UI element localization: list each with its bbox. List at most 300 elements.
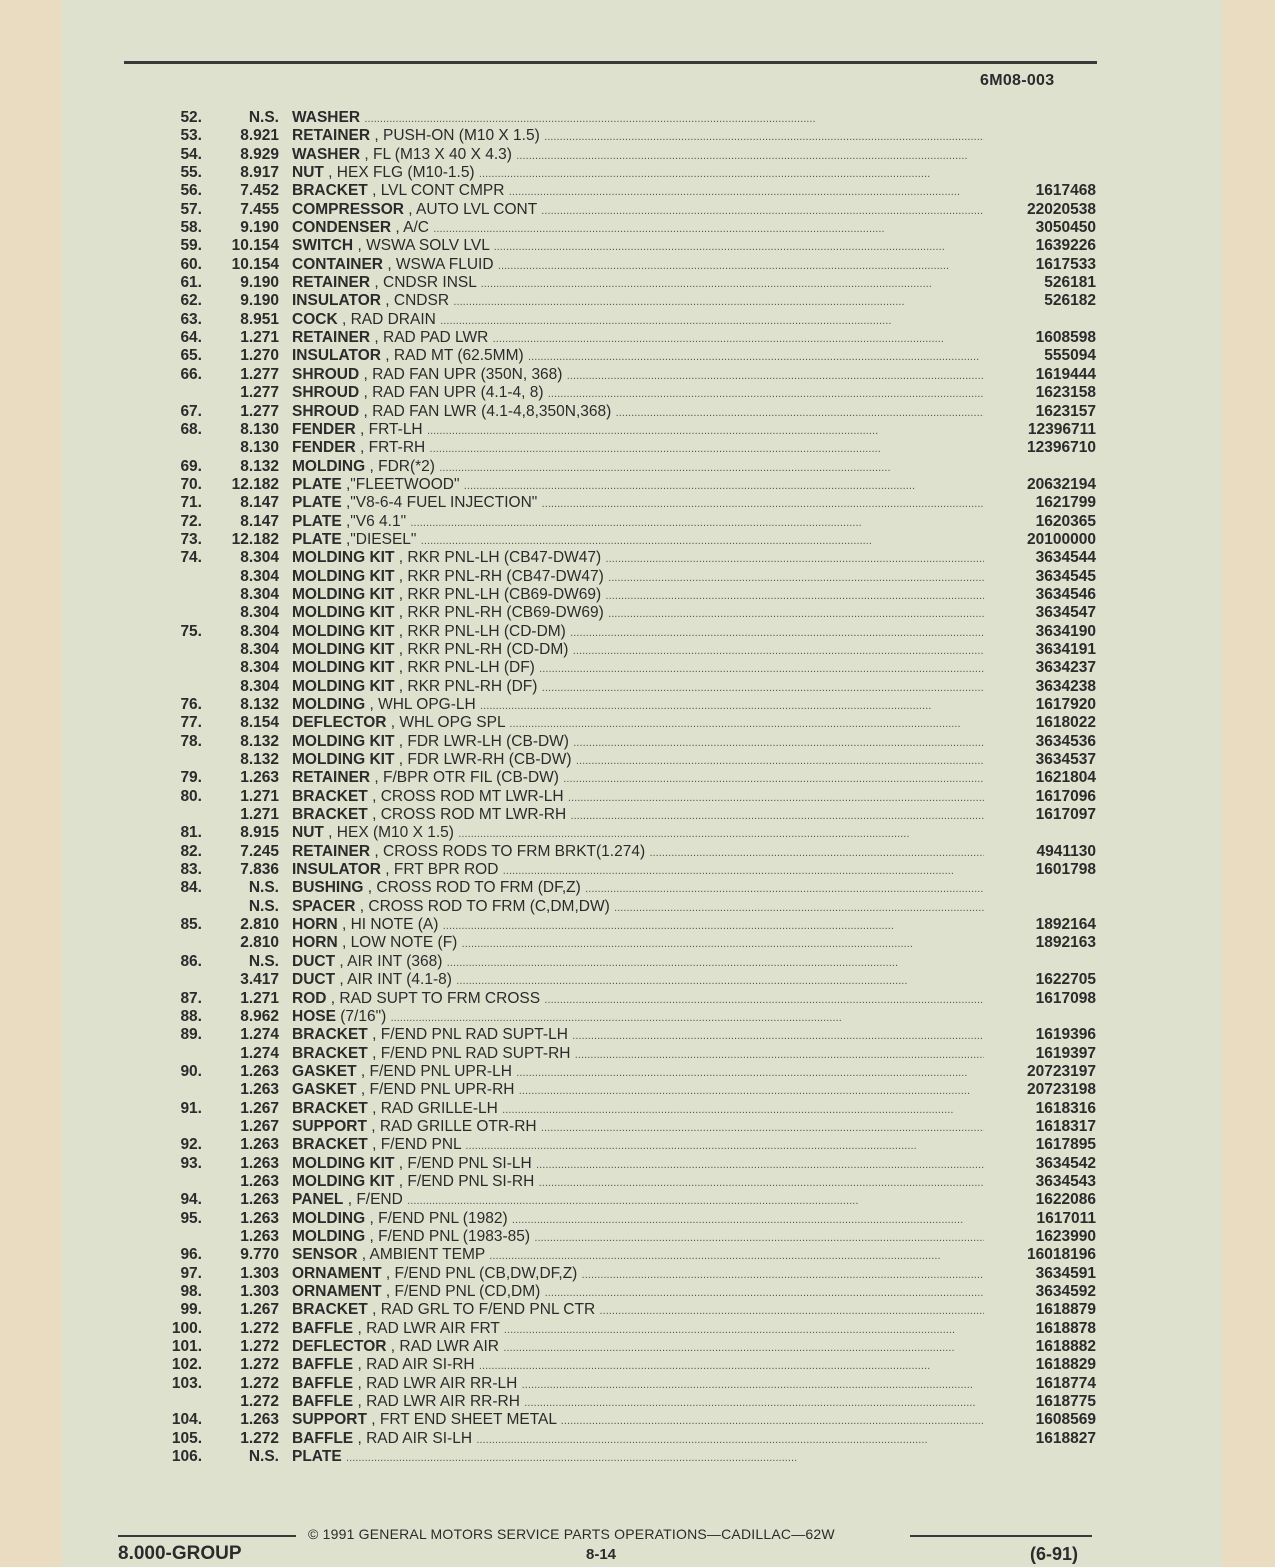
part-name: MOLDING KIT bbox=[292, 751, 395, 769]
part-number: 12396711 bbox=[1027, 420, 1096, 438]
part-number: 1619397 bbox=[1035, 1044, 1096, 1062]
parts-row bbox=[0, 751, 1275, 769]
part-name: BRACKET bbox=[292, 182, 368, 200]
item-number: 103. bbox=[171, 1374, 202, 1392]
group-number: 1.270 bbox=[240, 347, 279, 365]
part-qualifier: , F/END PNL (1983-85) bbox=[369, 1227, 531, 1245]
part-name: BRACKET bbox=[292, 1301, 368, 1319]
group-number: 8.154 bbox=[240, 714, 279, 732]
part-description bbox=[292, 1026, 984, 1045]
item-number: 99. bbox=[180, 1301, 202, 1319]
part-name: SPACER bbox=[292, 897, 356, 915]
part-description bbox=[292, 806, 984, 825]
footer-rule-left bbox=[118, 1535, 296, 1537]
group-number: N.S. bbox=[248, 897, 279, 915]
part-qualifier: , F/END bbox=[347, 1191, 403, 1209]
item-number: 78. bbox=[180, 732, 202, 750]
part-number: 1617533 bbox=[1035, 255, 1096, 273]
part-description bbox=[292, 659, 984, 678]
part-qualifier: , PUSH-ON (M10 X 1.5) bbox=[374, 127, 540, 145]
part-name: BRACKET bbox=[292, 1044, 368, 1062]
part-name: MOLDING KIT bbox=[292, 659, 395, 677]
part-qualifier: , HI NOTE (A) bbox=[341, 916, 439, 934]
item-number: 89. bbox=[180, 1026, 202, 1044]
group-number: 1.272 bbox=[240, 1374, 279, 1392]
item-number: 52. bbox=[180, 109, 202, 126]
part-number: 1618022 bbox=[1035, 714, 1096, 732]
item-number: 83. bbox=[180, 861, 202, 879]
part-description bbox=[292, 1173, 984, 1192]
part-number: 1617468 bbox=[1035, 182, 1096, 200]
parts-row bbox=[0, 311, 1275, 329]
part-qualifier: , RKR PNL-RH (CB47-DW47) bbox=[398, 567, 604, 585]
part-description bbox=[292, 861, 984, 880]
group-number: 8.921 bbox=[240, 127, 279, 145]
parts-row bbox=[0, 1008, 1275, 1026]
part-name: SHROUD bbox=[292, 402, 360, 420]
part-name: MOLDING KIT bbox=[292, 585, 395, 603]
item-number: 69. bbox=[180, 457, 202, 475]
parts-row bbox=[0, 843, 1275, 861]
part-description bbox=[292, 274, 984, 293]
item-number: 94. bbox=[180, 1191, 202, 1209]
part-description bbox=[292, 476, 984, 495]
part-description bbox=[292, 1448, 984, 1467]
item-number: 67. bbox=[180, 402, 202, 420]
part-number: 1621804 bbox=[1035, 769, 1096, 787]
group-number: 7.452 bbox=[240, 182, 279, 200]
part-number: 1618317 bbox=[1035, 1117, 1096, 1135]
part-description bbox=[292, 1210, 984, 1229]
parts-row bbox=[0, 1448, 1275, 1466]
part-name: COCK bbox=[292, 310, 338, 328]
group-label: 8.000-GROUP bbox=[118, 1543, 242, 1564]
parts-row bbox=[0, 1430, 1275, 1448]
parts-row bbox=[0, 513, 1275, 531]
part-qualifier: , RAD GRILLE OTR-RH bbox=[371, 1117, 537, 1135]
parts-row bbox=[0, 182, 1275, 200]
part-description bbox=[292, 1136, 984, 1155]
part-name: BAFFLE bbox=[292, 1393, 354, 1411]
group-number: 3.417 bbox=[240, 971, 279, 989]
part-qualifier: , RAD LWR AIR RR-RH bbox=[357, 1393, 520, 1411]
part-number: 1618827 bbox=[1035, 1429, 1096, 1447]
part-name: RETAINER bbox=[292, 769, 371, 787]
part-number: 3634190 bbox=[1035, 622, 1096, 640]
group-number: 9.190 bbox=[240, 292, 279, 310]
group-number: 1.263 bbox=[240, 1154, 279, 1172]
part-description bbox=[292, 788, 984, 807]
part-description bbox=[292, 421, 984, 440]
item-number: 82. bbox=[180, 842, 202, 860]
part-number: 1618829 bbox=[1035, 1356, 1096, 1374]
part-number: 3634537 bbox=[1035, 751, 1096, 769]
part-name: BAFFLE bbox=[292, 1319, 354, 1337]
part-name: MOLDING KIT bbox=[292, 1172, 395, 1190]
part-description bbox=[292, 1100, 984, 1119]
part-description bbox=[292, 127, 984, 146]
parts-row bbox=[0, 788, 1275, 806]
item-number: 58. bbox=[180, 219, 202, 237]
parts-row bbox=[0, 861, 1275, 879]
footer-rule-right bbox=[910, 1535, 1092, 1537]
part-qualifier: , RAD DRAIN bbox=[341, 310, 436, 328]
parts-row bbox=[0, 586, 1275, 604]
item-number: 97. bbox=[180, 1264, 202, 1282]
part-name: HORN bbox=[292, 934, 338, 952]
part-number: 3634543 bbox=[1035, 1172, 1096, 1190]
parts-row bbox=[0, 494, 1275, 512]
part-name: WASHER bbox=[292, 109, 361, 126]
part-name: MOLDING KIT bbox=[292, 567, 395, 585]
part-number: 1622705 bbox=[1035, 971, 1096, 989]
part-description bbox=[292, 403, 984, 422]
part-name: ROD bbox=[292, 989, 327, 1007]
item-number: 95. bbox=[180, 1209, 202, 1227]
part-qualifier: , AUTO LVL CONT bbox=[408, 200, 537, 218]
part-qualifier: , RAD LWR AIR FRT bbox=[357, 1319, 500, 1337]
part-description bbox=[292, 971, 984, 990]
part-name: RETAINER bbox=[292, 274, 371, 292]
part-number: 3634591 bbox=[1035, 1264, 1096, 1282]
part-name: PLATE bbox=[292, 512, 342, 530]
parts-row bbox=[0, 1191, 1275, 1209]
group-number: 8.132 bbox=[240, 732, 279, 750]
parts-row bbox=[0, 916, 1275, 934]
group-number: 8.132 bbox=[240, 696, 279, 713]
part-name: BUSHING bbox=[292, 879, 364, 897]
part-qualifier: , FRT BPR ROD bbox=[385, 861, 499, 879]
part-name: MOLDING bbox=[292, 1209, 366, 1227]
group-number: N.S. bbox=[248, 1448, 279, 1466]
part-number: 1621799 bbox=[1035, 494, 1096, 512]
part-name: RETAINER bbox=[292, 842, 371, 860]
part-number: 1617011 bbox=[1036, 1209, 1096, 1227]
part-name: SENSOR bbox=[292, 1246, 358, 1264]
part-number: 1618774 bbox=[1035, 1374, 1096, 1392]
part-number: 1617097 bbox=[1035, 806, 1096, 824]
part-qualifier: ,"FLEETWOOD" bbox=[345, 475, 460, 493]
part-description bbox=[292, 604, 984, 623]
parts-row bbox=[0, 549, 1275, 567]
part-description bbox=[292, 678, 984, 697]
group-number: 8.147 bbox=[240, 512, 279, 530]
part-name: INSULATOR bbox=[292, 347, 381, 365]
parts-row bbox=[0, 733, 1275, 751]
part-name: HOSE bbox=[292, 1007, 336, 1025]
part-description bbox=[292, 1155, 984, 1174]
item-number: 66. bbox=[180, 365, 202, 383]
group-number: 9.190 bbox=[240, 219, 279, 237]
parts-row bbox=[0, 824, 1275, 842]
part-description bbox=[292, 366, 984, 385]
part-description bbox=[292, 164, 984, 183]
part-name: INSULATOR bbox=[292, 292, 381, 310]
part-name: BRACKET bbox=[292, 1136, 368, 1154]
parts-row bbox=[0, 1155, 1275, 1173]
revision-date: (6-91) bbox=[1030, 1544, 1079, 1564]
part-name: BAFFLE bbox=[292, 1374, 354, 1392]
group-number: 1.267 bbox=[240, 1117, 279, 1135]
document-code: 6M08-003 bbox=[980, 72, 1055, 89]
part-description bbox=[292, 1081, 984, 1100]
part-number: 1617098 bbox=[1035, 989, 1096, 1007]
part-number: 1617920 bbox=[1035, 696, 1096, 713]
part-description bbox=[292, 256, 984, 275]
item-number: 63. bbox=[180, 310, 202, 328]
parts-row bbox=[0, 678, 1275, 696]
part-qualifier: , WSWA SOLV LVL bbox=[357, 237, 490, 255]
parts-row bbox=[0, 439, 1275, 457]
part-number: 12396710 bbox=[1027, 439, 1096, 457]
part-number: 20723197 bbox=[1027, 1062, 1096, 1080]
part-description bbox=[292, 513, 984, 532]
group-number: 1.263 bbox=[240, 1172, 279, 1190]
parts-row bbox=[0, 127, 1275, 145]
part-description bbox=[292, 1246, 984, 1265]
part-number: 526181 bbox=[1044, 274, 1096, 292]
group-number: 12.182 bbox=[231, 475, 279, 493]
part-description bbox=[292, 623, 984, 642]
item-number: 62. bbox=[180, 292, 202, 310]
item-number: 105. bbox=[171, 1429, 202, 1447]
item-number: 84. bbox=[180, 879, 202, 897]
part-description bbox=[292, 1191, 984, 1210]
parts-row bbox=[0, 1063, 1275, 1081]
part-qualifier: , F/END PNL (1982) bbox=[369, 1209, 508, 1227]
part-description bbox=[292, 934, 984, 953]
item-number: 70. bbox=[180, 475, 202, 493]
part-name: ORNAMENT bbox=[292, 1283, 382, 1300]
part-number: 20723198 bbox=[1027, 1081, 1096, 1099]
group-number: 10.154 bbox=[231, 255, 279, 273]
part-number: 1618882 bbox=[1035, 1338, 1096, 1356]
part-description bbox=[292, 1228, 984, 1247]
part-qualifier: , RAD FAN UPR (350N, 368) bbox=[363, 365, 563, 383]
part-number: 1601798 bbox=[1035, 861, 1096, 879]
group-number: 8.304 bbox=[240, 567, 279, 585]
part-qualifier: , CROSS ROD TO FRM (C,DM,DW) bbox=[359, 897, 610, 915]
group-number: 1.263 bbox=[240, 1227, 279, 1245]
parts-row bbox=[0, 1118, 1275, 1136]
parts-row bbox=[0, 292, 1275, 310]
copyright-notice: © 1991 GENERAL MOTORS SERVICE PARTS OPERATIONS—CADILLAC—62W bbox=[308, 1526, 835, 1542]
item-number: 53. bbox=[180, 127, 202, 145]
part-number: 3634238 bbox=[1035, 677, 1096, 695]
item-number: 74. bbox=[180, 549, 202, 567]
part-qualifier: , F/END PNL (CB,DW,DF,Z) bbox=[385, 1264, 578, 1282]
group-number: 12.182 bbox=[231, 530, 279, 548]
item-number: 92. bbox=[180, 1136, 202, 1154]
group-number: 1.271 bbox=[240, 787, 279, 805]
part-number: 16018196 bbox=[1027, 1246, 1096, 1264]
parts-row bbox=[0, 219, 1275, 237]
group-number: 8.304 bbox=[240, 549, 279, 567]
part-qualifier: , FRT-RH bbox=[360, 439, 426, 457]
part-description bbox=[292, 201, 984, 220]
parts-row bbox=[0, 1411, 1275, 1429]
part-number: 1892164 bbox=[1035, 916, 1096, 934]
part-qualifier: , RKR PNL-LH (CB69-DW69) bbox=[398, 585, 602, 603]
part-qualifier: , RAD PAD LWR bbox=[374, 329, 489, 347]
part-name: PLATE bbox=[292, 494, 342, 512]
part-qualifier: , CROSS ROD MT LWR-RH bbox=[372, 806, 567, 824]
parts-row bbox=[0, 237, 1275, 255]
part-number: 1617895 bbox=[1035, 1136, 1096, 1154]
parts-row bbox=[0, 1393, 1275, 1411]
part-name: RETAINER bbox=[292, 127, 371, 145]
part-number: 3634544 bbox=[1035, 549, 1096, 567]
part-number: 1618879 bbox=[1035, 1301, 1096, 1319]
group-number: N.S. bbox=[248, 879, 279, 897]
parts-row bbox=[0, 1081, 1275, 1099]
part-number: 1619444 bbox=[1035, 365, 1096, 383]
parts-row bbox=[0, 458, 1275, 476]
part-name: FENDER bbox=[292, 439, 356, 457]
part-number: 3634237 bbox=[1035, 659, 1096, 677]
part-qualifier: ,"DIESEL" bbox=[345, 530, 417, 548]
item-number: 55. bbox=[180, 164, 202, 182]
part-description bbox=[292, 182, 984, 201]
parts-row bbox=[0, 1136, 1275, 1154]
parts-row bbox=[0, 696, 1275, 714]
parts-row bbox=[0, 1265, 1275, 1283]
part-number: 1619396 bbox=[1035, 1026, 1096, 1044]
part-qualifier: , RAD FAN LWR (4.1-4,8,350N,368) bbox=[363, 402, 612, 420]
parts-row bbox=[0, 1338, 1275, 1356]
part-description bbox=[292, 733, 984, 752]
part-name: CONDENSER bbox=[292, 219, 392, 237]
part-qualifier: , F/END PNL UPR-LH bbox=[360, 1062, 512, 1080]
group-number: 1.272 bbox=[240, 1393, 279, 1411]
part-qualifier: , F/END PNL SI-RH bbox=[398, 1172, 535, 1190]
part-name: MOLDING bbox=[292, 457, 366, 475]
part-description bbox=[292, 109, 984, 128]
group-number: 1.263 bbox=[240, 769, 279, 787]
part-name: SHROUD bbox=[292, 365, 360, 383]
parts-row bbox=[0, 1246, 1275, 1264]
part-name: MOLDING KIT bbox=[292, 1154, 395, 1172]
part-description bbox=[292, 458, 984, 477]
item-number: 72. bbox=[180, 512, 202, 530]
part-description bbox=[292, 1338, 984, 1357]
part-name: MOLDING bbox=[292, 696, 366, 713]
part-description bbox=[292, 219, 984, 238]
group-number: 1.267 bbox=[240, 1099, 279, 1117]
part-number: 4941130 bbox=[1036, 842, 1096, 860]
part-qualifier: , RAD SUPT TO FRM CROSS bbox=[330, 989, 541, 1007]
parts-row bbox=[0, 623, 1275, 641]
parts-row bbox=[0, 403, 1275, 421]
part-number: 3634545 bbox=[1035, 567, 1096, 585]
item-number: 73. bbox=[180, 530, 202, 548]
group-number: 1.274 bbox=[240, 1026, 279, 1044]
group-number: 8.304 bbox=[240, 659, 279, 677]
part-description bbox=[292, 898, 984, 917]
part-description bbox=[292, 824, 984, 843]
group-number: 1.272 bbox=[240, 1319, 279, 1337]
part-description bbox=[292, 1411, 984, 1430]
group-number: 8.304 bbox=[240, 677, 279, 695]
part-number: 3634542 bbox=[1035, 1154, 1096, 1172]
part-name: SWITCH bbox=[292, 237, 354, 255]
parts-row bbox=[0, 641, 1275, 659]
group-number: 1.272 bbox=[240, 1338, 279, 1356]
part-qualifier: , RAD LWR AIR RR-LH bbox=[357, 1374, 518, 1392]
item-number: 87. bbox=[180, 989, 202, 1007]
group-number: 1.274 bbox=[240, 1044, 279, 1062]
group-number: 8.147 bbox=[240, 494, 279, 512]
parts-row bbox=[0, 347, 1275, 365]
part-name: WASHER bbox=[292, 145, 361, 163]
part-qualifier: ,"V8-6-4 FUEL INJECTION" bbox=[345, 494, 538, 512]
part-name: MOLDING KIT bbox=[292, 549, 395, 567]
item-number: 71. bbox=[180, 494, 202, 512]
page-number: 8-14 bbox=[586, 1546, 617, 1563]
part-description bbox=[292, 586, 984, 605]
part-number: 1618878 bbox=[1035, 1319, 1096, 1337]
part-qualifier: , WHL OPG-LH bbox=[369, 696, 476, 713]
part-number: 1892163 bbox=[1035, 934, 1096, 952]
part-description bbox=[292, 549, 984, 568]
part-qualifier: , RAD GRILLE-LH bbox=[372, 1099, 498, 1117]
part-description bbox=[292, 384, 984, 403]
part-name: DEFLECTOR bbox=[292, 714, 387, 732]
group-number: 7.455 bbox=[240, 200, 279, 218]
part-number: 1608569 bbox=[1035, 1411, 1096, 1429]
part-number: 1639226 bbox=[1035, 237, 1096, 255]
parts-row bbox=[0, 879, 1275, 897]
part-description bbox=[292, 1320, 984, 1339]
part-description bbox=[292, 568, 984, 587]
parts-row bbox=[0, 1320, 1275, 1338]
part-description bbox=[292, 237, 984, 256]
parts-row bbox=[0, 971, 1275, 989]
group-number: 1.263 bbox=[240, 1411, 279, 1429]
part-qualifier: , FDR(*2) bbox=[369, 457, 435, 475]
parts-row bbox=[0, 1045, 1275, 1063]
item-number: 56. bbox=[180, 182, 202, 200]
top-rule bbox=[124, 61, 1097, 64]
part-number: 20100000 bbox=[1027, 530, 1096, 548]
item-number: 79. bbox=[180, 769, 202, 787]
parts-row bbox=[0, 604, 1275, 622]
parts-row bbox=[0, 256, 1275, 274]
part-qualifier: , CROSS ROD TO FRM (DF,Z) bbox=[367, 879, 581, 897]
part-description bbox=[292, 531, 984, 550]
part-description bbox=[292, 439, 984, 458]
part-qualifier: , RAD AIR SI-RH bbox=[357, 1356, 475, 1374]
part-description bbox=[292, 146, 984, 165]
group-number: 9.770 bbox=[240, 1246, 279, 1264]
part-name: BRACKET bbox=[292, 787, 368, 805]
item-number: 106. bbox=[171, 1448, 202, 1466]
parts-row bbox=[0, 568, 1275, 586]
part-qualifier: , WHL OPG SPL bbox=[390, 714, 506, 732]
part-qualifier: , RKR PNL-LH (DF) bbox=[398, 659, 535, 677]
item-number: 98. bbox=[180, 1283, 202, 1300]
parts-row bbox=[0, 1356, 1275, 1374]
part-description bbox=[292, 1430, 984, 1449]
group-number: 8.304 bbox=[240, 604, 279, 622]
part-qualifier: , RAD GRL TO F/END PNL CTR bbox=[372, 1301, 596, 1319]
part-number: 1618775 bbox=[1035, 1393, 1096, 1411]
part-number: 20632194 bbox=[1027, 475, 1096, 493]
part-qualifier: , RKR PNL-RH (CB69-DW69) bbox=[398, 604, 604, 622]
part-description bbox=[292, 1118, 984, 1137]
part-qualifier: , WSWA FLUID bbox=[387, 255, 494, 273]
group-number: 7.245 bbox=[240, 842, 279, 860]
